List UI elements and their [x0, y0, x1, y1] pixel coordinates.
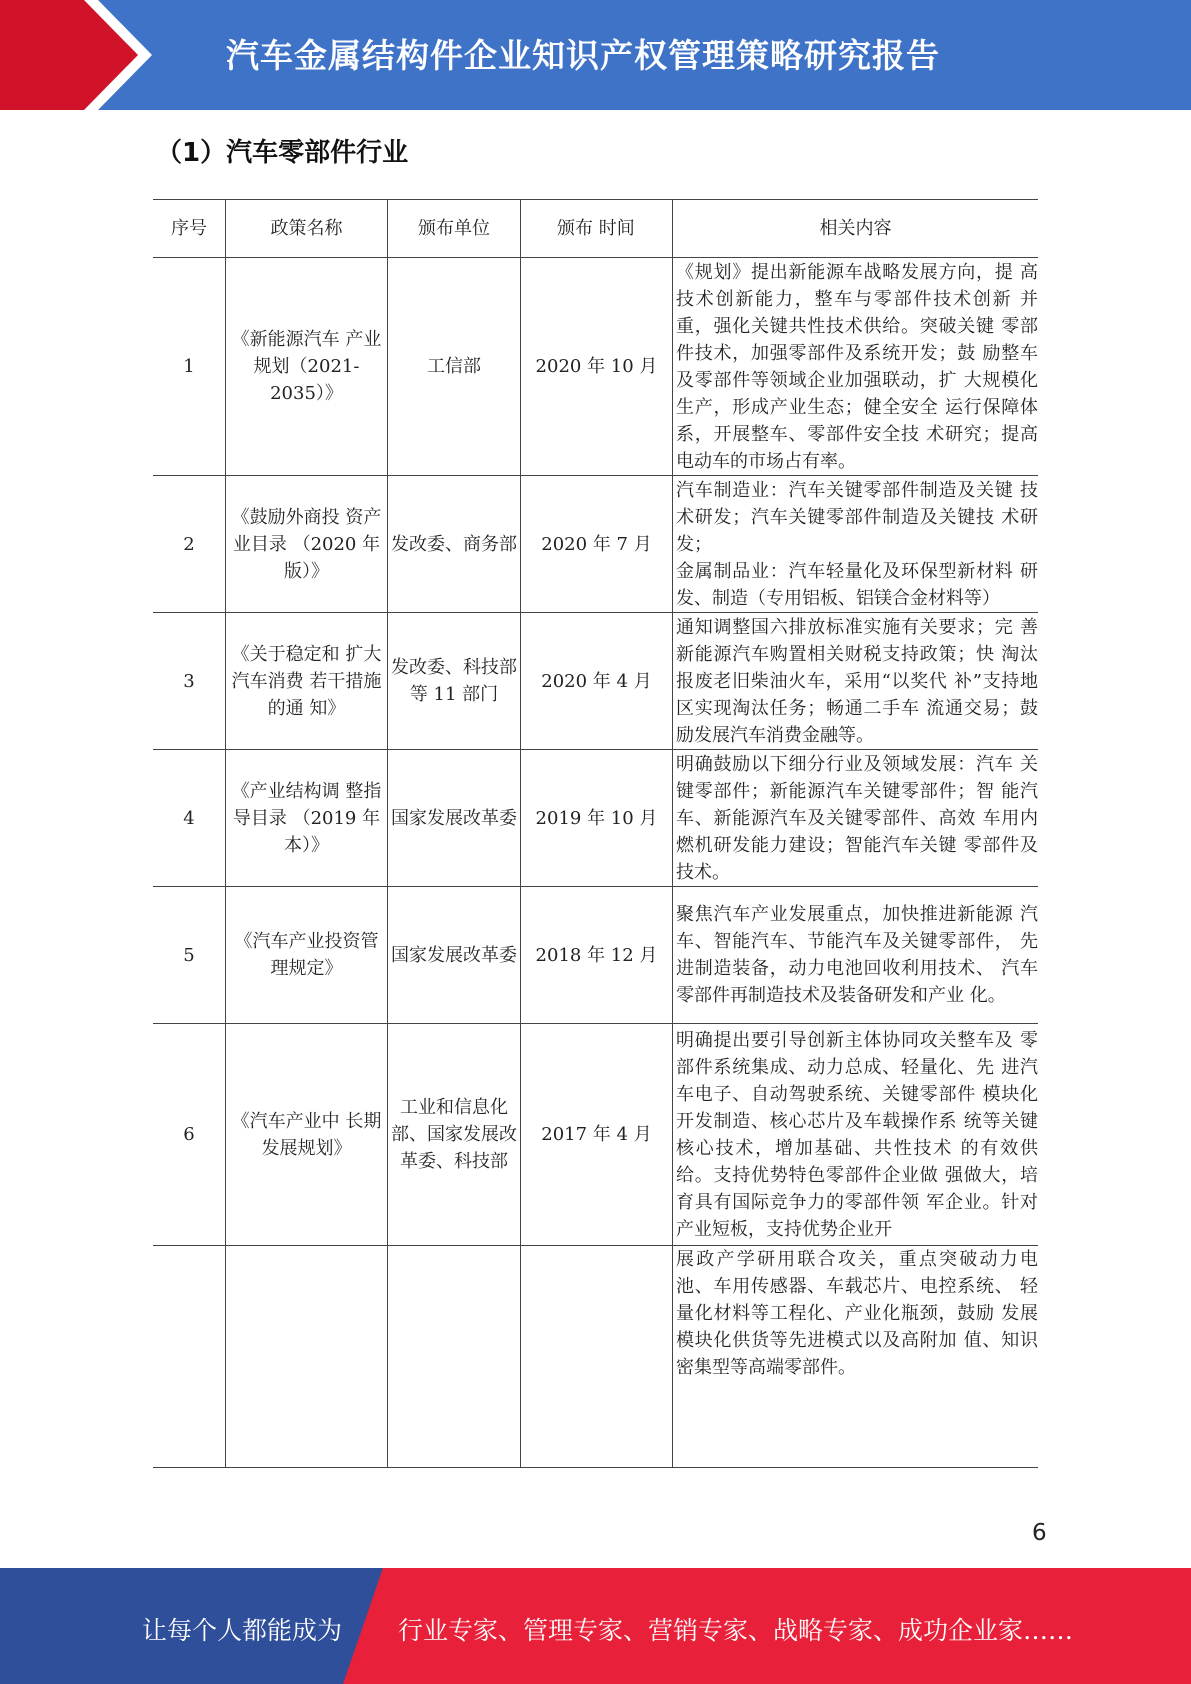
policy-name: 《产业结构调 整指导目录 （2019 年本）》 [226, 750, 388, 887]
table-row [153, 613, 1038, 750]
column-header-date: 颁布 时间 [521, 200, 673, 258]
row-number: 6 [153, 1024, 226, 1246]
issuer [388, 1246, 521, 1468]
footer-slogan-right: 行业专家、管理专家、营销专家、战略专家、成功企业家…… [398, 1616, 1074, 1645]
row-number: 5 [153, 887, 226, 1024]
table-row [153, 1246, 1038, 1468]
content-paragraph: 金属制品业：汽车轻量化及环保型新材料 研发、制造（专用铝板、铝镁合金材料等） [676, 560, 1038, 609]
issue-date: 2020 年 10 月 [521, 258, 673, 476]
policy-name: 《汽车产业中 长期发展规划》 [226, 1024, 388, 1246]
policy-content [673, 476, 1039, 613]
issuer: 工信部 [388, 258, 521, 476]
table-header-row [153, 200, 1038, 258]
row-number [153, 1246, 226, 1468]
row-number: 3 [153, 613, 226, 750]
table-row [153, 476, 1038, 613]
table-row [153, 887, 1038, 1024]
issuer: 发改委、科技部等 11 部门 [388, 613, 521, 750]
header-chevron-icon [0, 0, 160, 110]
section-heading: （1）汽车零部件行业 [156, 138, 409, 168]
column-header-content: 相关内容 [673, 200, 1039, 258]
policy-name [226, 1246, 388, 1468]
issue-date: 2020 年 7 月 [521, 476, 673, 613]
issue-date: 2018 年 12 月 [521, 887, 673, 1024]
column-header-no: 序号 [153, 200, 226, 258]
page-number: 6 [1032, 1520, 1047, 1546]
policy-name: 《关于稳定和 扩大汽车消费 若干措施的通 知》 [226, 613, 388, 750]
issuer: 国家发展改革委 [388, 887, 521, 1024]
policy-name: 《汽车产业投资管理规定》 [226, 887, 388, 1024]
table-row [153, 750, 1038, 887]
issuer: 国家发展改革委 [388, 750, 521, 887]
policy-content: 展政产学研用联合攻关，重点突破动力电 池、车用传感器、车载芯片、电控系统、 轻量化材料等工程化、产业化瓶颈，鼓励 发展模块化供货等先进模式以及高附加 值、知识密集型等高端零部件。 [673, 1246, 1039, 1468]
policy-name: 《新能源汽车 产业规划（2021-2035）》 [226, 258, 388, 476]
table-row [153, 258, 1038, 476]
issue-date: 2017 年 4 月 [521, 1024, 673, 1246]
issue-date: 2020 年 4 月 [521, 613, 673, 750]
policy-content: 聚焦汽车产业发展重点，加快推进新能源 汽车、智能汽车、节能汽车及关键零部件， 先进制造装备，动力电池回收利用技术、 汽车零部件再制造技术及装备研发和产业 化。 [673, 887, 1039, 1024]
header-banner [0, 0, 1191, 110]
policy-content: 通知调整国六排放标准实施有关要求；完 善新能源汽车购置相关财税支持政策；快 淘汰报废老旧柴油火车，采用“以奖代 补”支持地区实现淘汰任务；畅通二手车 流通交易；鼓励发展汽车消费金融等。 [673, 613, 1039, 750]
footer-slogan-left: 让每个人都能成为 [142, 1616, 343, 1645]
policy-content: 明确鼓励以下细分行业及领域发展：汽车 关键零部件；新能源汽车关键零部件；智 能汽车、新能源汽车及关键零部件、高效 车用内燃机研发能力建设；智能汽车关键 零部件及技术。 [673, 750, 1039, 887]
policy-content: 《规划》提出新能源车战略发展方向，提 高技术创新能力，整车与零部件技术创新 并重，强化关键共性技术供给。突破关键 零部件技术，加强零部件及系统开发；鼓 励整车及零部件等领域企业加强联动，扩 大规模化生产，形成产业生态；健全安全 运行保障体系，开展整车、零部件安全技 术研究；提高电动车的市场占有率。 [673, 258, 1039, 476]
row-number: 1 [153, 258, 226, 476]
column-header-issuer: 颁布单位 [388, 200, 521, 258]
row-number: 2 [153, 476, 226, 613]
issuer: 工业和信息化部、国家发展改革委、科技部 [388, 1024, 521, 1246]
issue-date [521, 1246, 673, 1468]
policy-content: 明确提出要引导创新主体协同攻关整车及 零部件系统集成、动力总成、轻量化、先 进汽车电子、自动驾驶系统、关键零部件 模块化开发制造、核心芯片及车载操作系 统等关键核心技术，增加基础、共性技术 的有效供给。支持优势特色零部件企业做 强做大，培育具有国际竞争力的零部件领 军企业。针对产业短板，支持优势企业开 [673, 1024, 1039, 1246]
issue-date: 2019 年 10 月 [521, 750, 673, 887]
issuer: 发改委、商务部 [388, 476, 521, 613]
report-title: 汽车金属结构件企业知识产权管理策略研究报告 [226, 36, 940, 75]
policy-name: 《鼓励外商投 资产业目录 （2020 年版）》 [226, 476, 388, 613]
policy-table [153, 199, 1038, 1468]
content-paragraph: 汽车制造业：汽车关键零部件制造及关键 技术研发；汽车关键零部件制造及关键技 术研发； [676, 479, 1038, 555]
table-row [153, 1024, 1038, 1246]
column-header-name: 政策名称 [226, 200, 388, 258]
row-number: 4 [153, 750, 226, 887]
